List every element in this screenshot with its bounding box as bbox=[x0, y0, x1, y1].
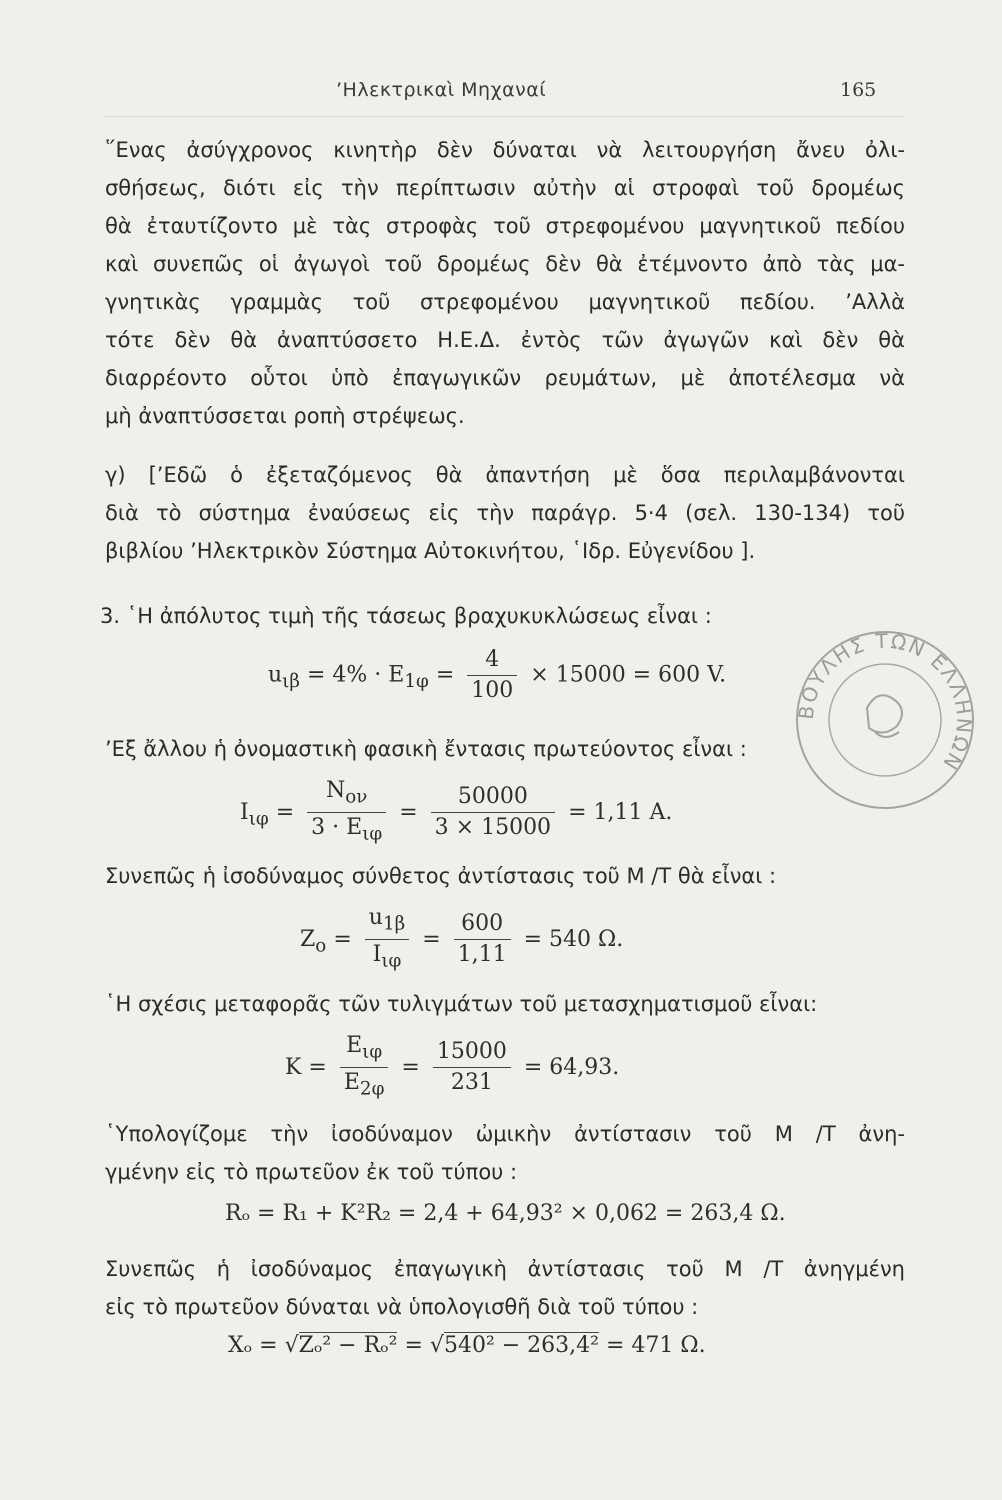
sqrt-radicand: Zₒ² − Rₒ² bbox=[298, 1333, 398, 1358]
formula-subscript: ιφ bbox=[362, 1041, 383, 1063]
formula-subscript: ιφ bbox=[248, 808, 269, 830]
sqrt-sign: √ bbox=[429, 1333, 444, 1358]
sqrt-radicand: 540² − 263,4² bbox=[443, 1333, 599, 1358]
numerator: 600 bbox=[454, 909, 511, 940]
formula-subscript: 2φ bbox=[359, 1078, 385, 1100]
formula-text: = bbox=[435, 662, 455, 688]
formula-symbol: I bbox=[372, 942, 382, 968]
formula-subscript: ιφ bbox=[381, 950, 402, 972]
formula-ohmic-resistance: Rₒ = R₁ + K²R₂ = 2,4 + 64,93² × 0,062 = 263,4 Ω. bbox=[225, 1201, 786, 1226]
formula-subscript: 1φ bbox=[404, 670, 429, 692]
stamp-text: ΒΟΥΛΗΣ ΤΩΝ ΕΛΛΗΝΩΝ bbox=[793, 628, 977, 776]
formula-text: = 471 Ω. bbox=[605, 1333, 706, 1358]
stamp-inner-ring bbox=[829, 664, 941, 776]
fraction bbox=[433, 1037, 511, 1098]
text-turns-ratio bbox=[105, 985, 905, 1023]
formula-symbol: 3 · E bbox=[311, 815, 363, 841]
fraction bbox=[307, 776, 386, 850]
text-line: γνητικὰς γραμμὰς τοῦ στρεφομένου μαγνητικοῦ πεδίου. ’Αλλὰ bbox=[105, 290, 905, 314]
formula-phase-current: $I_{\iota\varphi}$ = $\frac{N_{o\nu}}{3 \cdot E_{\iota\varphi}}$ = $\frac{50000}{3 \times 15000}$ = 1,11 A. bbox=[240, 776, 672, 850]
text-line: τότε δὲν θὰ ἀναπτύσσετο Η.Ε.Δ. ἐντὸς τῶν ἀγωγῶν καὶ δὲν θὰ bbox=[105, 328, 905, 352]
formula-symbol: I bbox=[240, 799, 249, 825]
formula-subscript: 1β bbox=[382, 913, 406, 935]
text-line: διαρρέοντο οὗτοι ὑπὸ ἐπαγωγικῶν ρευμάτων, μὲ ἀποτέλεσμα νὰ bbox=[105, 366, 905, 390]
numerator: 4 bbox=[467, 645, 517, 676]
text-line: μὴ ἀναπτύσσεται ροπὴ στρέψεως. bbox=[105, 404, 465, 428]
numerator: 50000 bbox=[431, 782, 555, 813]
denominator bbox=[307, 813, 386, 849]
formula-symbol: E bbox=[343, 1070, 360, 1096]
numerator bbox=[307, 776, 386, 813]
denominator bbox=[340, 1068, 389, 1104]
formula-text: = bbox=[404, 1333, 423, 1358]
numerator bbox=[340, 1031, 389, 1068]
formula-subscript: ιβ bbox=[282, 670, 300, 692]
text-line: γ) [’Εδῶ ὁ ἐξεταζόμενος θὰ ἀπαντήση μὲ ὅσα περιλαμβάνονται bbox=[105, 463, 905, 487]
paragraph-inductive-reactance bbox=[105, 1250, 905, 1326]
header-rule bbox=[105, 116, 905, 117]
paragraph-async-motor bbox=[105, 131, 905, 435]
stamp-emblem bbox=[867, 695, 902, 732]
denominator: 100 bbox=[471, 678, 514, 703]
formula-symbol: K bbox=[285, 1054, 302, 1080]
formula-symbol: u bbox=[268, 662, 283, 688]
formula-symbol: N bbox=[325, 778, 346, 803]
denominator: 231 bbox=[450, 1070, 493, 1096]
text-line: γμένην εἰς τὸ πρωτεῦον ἐκ τοῦ τύπου : bbox=[105, 1160, 518, 1184]
formula-text: = 4% · E bbox=[306, 662, 405, 688]
fraction bbox=[454, 909, 511, 970]
text-line: θὰ ἐταυτίζοντο μὲ τὰς στροφὰς τοῦ στρεφομένου μαγνητικοῦ πεδίου bbox=[105, 214, 905, 238]
formula-subscript: ον bbox=[345, 786, 368, 808]
text-line: ῾Υπολογίζομε τὴν ἰσοδύναμον ὠμικὴν ἀντίστασιν τοῦ Μ /Τ ἀνη- bbox=[105, 1122, 905, 1146]
text-equivalent-impedance bbox=[105, 857, 905, 895]
page-number: 165 bbox=[840, 79, 877, 101]
text-line: ῾Η σχέσις μεταφορᾶς τῶν τυλιγμάτων τοῦ μετασχηματισμοῦ εἶναι: bbox=[105, 992, 818, 1016]
text-line: διὰ τὸ σύστημα ἐναύσεως εἰς τὴν παράγρ. 5·4 (σελ. 130-134) τοῦ bbox=[105, 501, 905, 525]
fraction bbox=[365, 903, 409, 977]
formula-text: Xₒ = bbox=[228, 1333, 278, 1358]
formula-reactance bbox=[228, 1333, 706, 1358]
text-line: ’Εξ ἄλλου ἡ ὀνομαστικὴ φασικὴ ἔντασις πρωτεύοντος εἶναι : bbox=[105, 737, 747, 761]
denominator bbox=[365, 940, 409, 976]
paragraph-ohmic-resistance bbox=[105, 1115, 905, 1191]
formula-text: = 64,93. bbox=[523, 1054, 620, 1080]
paragraph-ignition-note bbox=[105, 456, 905, 570]
text-line: Συνεπῶς ἡ ἰσοδύναμος σύνθετος ἀντίστασις τοῦ Μ /Τ θὰ εἶναι : bbox=[105, 864, 777, 888]
text-line: εἰς τὸ πρωτεῦον δύναται νὰ ὑπολογισθῆ διὰ τοῦ τύπου : bbox=[105, 1295, 699, 1319]
item-3-intro bbox=[100, 597, 900, 635]
formula-symbol: u bbox=[368, 905, 383, 930]
denominator: 3 × 15000 bbox=[434, 815, 552, 841]
sqrt-sign: √ bbox=[284, 1333, 299, 1358]
item-number: 3. bbox=[100, 604, 121, 628]
formula-text: = 540 Ω. bbox=[523, 926, 624, 952]
formula-text: × 15000 = 600 V. bbox=[530, 662, 727, 688]
text-line: βιβλίου ’Ηλεκτρικὸν Σύστημα Αὐτοκινήτου, ῾Ιδρ. Εὐγενίδου ]. bbox=[105, 539, 756, 563]
formula-symbol: Z bbox=[300, 926, 316, 952]
text-line: Συνεπῶς ἡ ἰσοδύναμος ἐπαγωγικὴ ἀντίστασις τοῦ Μ /Τ ἀνηγμένη bbox=[105, 1257, 905, 1281]
fraction bbox=[340, 1031, 389, 1105]
item-3-text: ῾Η ἀπόλυτος τιμὴ τῆς τάσεως βραχυκυκλώσεως εἶναι : bbox=[126, 604, 712, 628]
text-line: σθήσεως, διότι εἰς τὴν περίπτωσιν αὐτὴν αἱ στροφαὶ τοῦ δρομέως bbox=[105, 176, 905, 200]
denominator: 1,11 bbox=[457, 942, 507, 968]
formula-short-circuit-voltage bbox=[268, 645, 726, 706]
numerator bbox=[365, 903, 409, 940]
formula-subscript: o bbox=[315, 935, 327, 957]
formula-symbol: E bbox=[346, 1033, 363, 1058]
fraction bbox=[431, 782, 555, 843]
library-stamp bbox=[785, 620, 985, 820]
numerator: 15000 bbox=[433, 1037, 511, 1068]
formula-subscript: ιφ bbox=[362, 823, 383, 845]
formula-impedance: $Z_o$ = $\frac{u_{1\beta}}{I_{\iota\varphi}}$ = $\frac{600}{1,11}$ = 540 Ω. bbox=[300, 903, 623, 977]
text-line: ῞Ενας ἀσύγχρονος κινητὴρ δὲν δύναται νὰ λειτουργήση ἄνευ ὀλι- bbox=[105, 138, 905, 162]
fraction bbox=[467, 645, 517, 706]
running-header-title: ’Ηλεκτρικαὶ Μηχαναί bbox=[336, 79, 547, 101]
formula-turns-ratio: K = $\frac{E_{\iota\varphi}}{E_{2\varphi}}$ = $\frac{15000}{231}$ = 64,93. bbox=[285, 1031, 619, 1105]
formula-text: = 1,11 A. bbox=[568, 799, 673, 825]
text-line: καὶ συνεπῶς οἱ ἀγωγοὶ τοῦ δρομέως δὲν θὰ ἐτέμνοντο ἀπὸ τὰς μα- bbox=[105, 252, 905, 276]
